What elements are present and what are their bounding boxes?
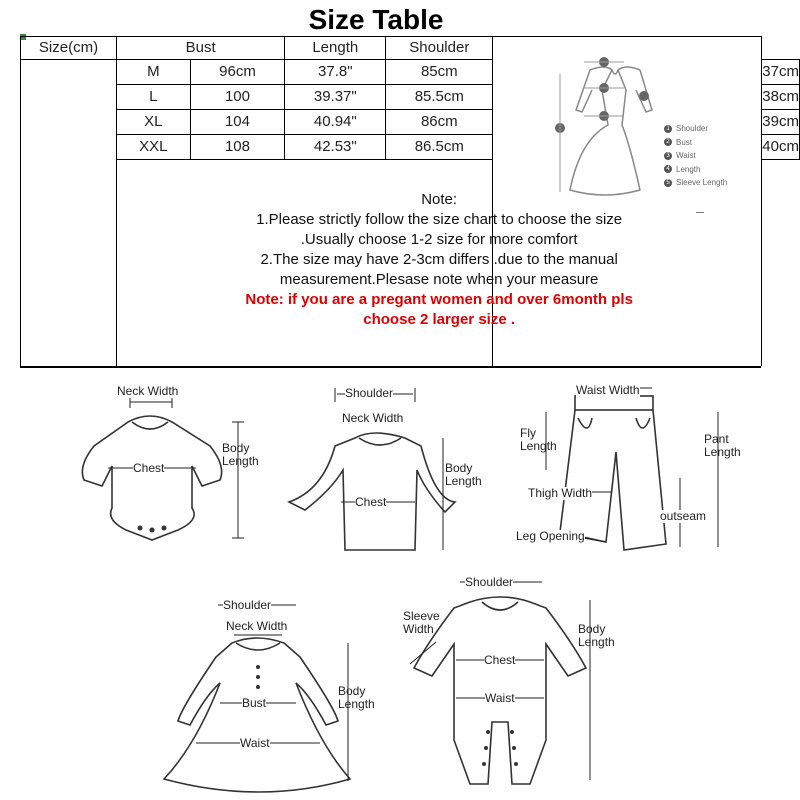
- label-shoulder: Shoulder: [465, 575, 514, 589]
- note-line: .Usually choose 1-2 size for more comfort: [300, 231, 578, 248]
- label-leg-opening: Leg Opening: [516, 529, 585, 543]
- shoulder-cell: 37cm: [762, 60, 800, 85]
- length-cell: 85.5cm: [386, 85, 493, 110]
- shoulder-cell: 38cm: [762, 85, 800, 110]
- label-thigh-width: Thigh Width: [528, 486, 593, 500]
- label-outseam: outseam: [660, 509, 707, 523]
- note-line: measurement.Plesase note when your measure: [279, 271, 599, 288]
- length-cell: 86.5cm: [386, 135, 493, 160]
- size-cell: M: [117, 60, 191, 85]
- note-warning: Note: if you are a pregant women and over 6month pls: [245, 291, 633, 308]
- label-chest: Chest: [355, 495, 387, 509]
- length-cell: 86cm: [386, 110, 493, 135]
- header-length: Length: [285, 37, 386, 60]
- dress-legend: [664, 122, 727, 190]
- label-body-length: Body Length: [445, 461, 482, 488]
- bust-cm-cell: 96cm: [190, 60, 285, 85]
- size-cell: L: [117, 85, 191, 110]
- label-waist-width: Waist Width: [576, 383, 640, 397]
- header-shoulder: Shoulder: [386, 37, 493, 60]
- size-cell: XL: [117, 110, 191, 135]
- note-line: 1.Please strictly follow the size chart to choose the size: [256, 211, 623, 228]
- label-neck-width: Neck Width: [226, 619, 288, 633]
- legend-item: 3 Waist: [664, 149, 727, 163]
- dash-mark: [696, 212, 704, 213]
- length-cell: 85cm: [386, 60, 493, 85]
- bust-in-cell: 39.37": [285, 85, 386, 110]
- page-title: Size Table: [308, 4, 444, 35]
- legend-item: 1 Shoulder: [664, 122, 727, 136]
- bust-in-cell: 37.8": [285, 60, 386, 85]
- bust-in-cell: 40.94": [285, 110, 386, 135]
- note-heading: Note:: [421, 191, 458, 208]
- label-body-length: Body Length: [338, 684, 375, 711]
- label-neck-width: Neck Width: [117, 384, 179, 398]
- note-warning: choose 2 larger size .: [363, 311, 516, 328]
- legend-item: 4 Length: [664, 163, 727, 177]
- shoulder-cell: 40cm: [762, 135, 800, 160]
- romper-diagram: [400, 572, 620, 794]
- label-chest: Chest: [484, 653, 516, 667]
- label-pant-length: Pant Length: [704, 432, 741, 459]
- bust-cm-cell: 108: [190, 135, 285, 160]
- size-cell: XXL: [117, 135, 191, 160]
- label-bust: Bust: [242, 696, 267, 710]
- label-waist: Waist: [240, 736, 270, 750]
- blank-cell: [21, 60, 117, 367]
- legend-item: 2 Bust: [664, 136, 727, 150]
- legend-item: 5 Sleeve Length: [664, 176, 727, 190]
- bust-cm-cell: 104: [190, 110, 285, 135]
- shoulder-cell: 39cm: [762, 110, 800, 135]
- label-waist: Waist: [485, 691, 515, 705]
- label-chest: Chest: [133, 461, 165, 475]
- bust-in-cell: 42.53": [285, 135, 386, 160]
- label-body-length: Body Length: [578, 622, 615, 649]
- label-neck-width: Neck Width: [342, 411, 404, 425]
- note-line: 2.The size may have 2-3cm differs .due to the manual: [260, 251, 618, 268]
- bust-cm-cell: 100: [190, 85, 285, 110]
- label-body-length: Body Length: [222, 441, 259, 468]
- label-sleeve-width: Sleeve Width: [403, 609, 440, 636]
- label-shoulder: Shoulder: [223, 598, 272, 612]
- label-shoulder: Shoulder: [345, 386, 394, 400]
- header-bust: Bust: [117, 37, 285, 60]
- header-size: Size(cm): [21, 37, 117, 60]
- label-fly-length: Fly Length: [520, 426, 557, 453]
